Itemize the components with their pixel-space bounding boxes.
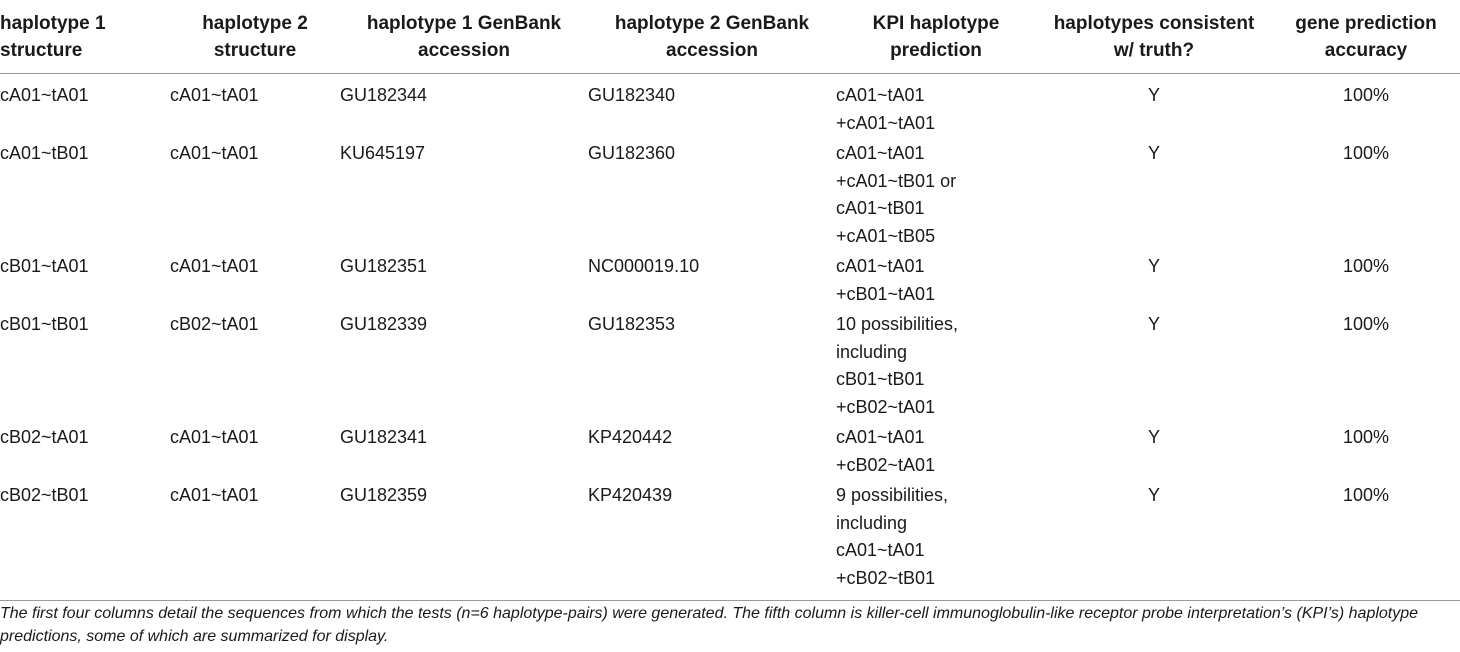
table-row xyxy=(0,74,1460,138)
prediction-line: +cA01~tB05 xyxy=(836,225,936,246)
cell-kpi-prediction xyxy=(836,250,1036,308)
header-line: haplotype 1 GenBank xyxy=(366,13,562,34)
prediction-line: +cB02~tB01 xyxy=(836,567,936,588)
cell-kpi-prediction xyxy=(836,479,1036,600)
header-line: gene prediction xyxy=(1295,13,1437,34)
header-line: KPI haplotype xyxy=(872,13,1000,34)
table-row xyxy=(0,479,1460,600)
prediction-line: +cB02~tA01 xyxy=(836,396,936,417)
cell-haplotype-1: cB01~tB01 xyxy=(0,314,89,334)
header-line: accuracy xyxy=(1324,40,1408,61)
header-line: accession xyxy=(666,40,758,61)
cell-accession-2: NC000019.10 xyxy=(588,256,700,276)
cell-haplotype-2: cA01~tA01 xyxy=(170,143,259,163)
cell-accession-1: GU182344 xyxy=(340,85,428,105)
prediction-line: 10 possibilities, xyxy=(836,314,959,334)
header-haplotype-1-structure xyxy=(0,0,170,74)
cell-accession-1: GU182351 xyxy=(340,256,428,276)
prediction-line: cA01~tA01 xyxy=(836,85,925,105)
prediction-line: cA01~tB01 xyxy=(836,198,925,218)
cell-haplotype-1: cB02~tA01 xyxy=(0,427,89,447)
cell-accuracy: 100% xyxy=(1342,485,1390,505)
cell-accession-1: GU182359 xyxy=(340,485,428,505)
cell-accession-2: KP420439 xyxy=(588,485,673,505)
header-line: structure xyxy=(213,40,297,61)
table-header xyxy=(0,0,1460,74)
cell-accuracy: 100% xyxy=(1342,427,1390,447)
header-line: prediction xyxy=(890,40,982,61)
prediction-line: +cA01~tA01 xyxy=(836,112,936,133)
cell-accuracy: 100% xyxy=(1342,256,1390,276)
cell-haplotype-2: cA01~tA01 xyxy=(170,427,259,447)
cell-haplotype-2: cA01~tA01 xyxy=(170,85,259,105)
cell-kpi-prediction xyxy=(836,74,1036,138)
prediction-line: cA01~tA01 xyxy=(836,256,925,276)
cell-kpi-prediction xyxy=(836,308,1036,421)
table-row xyxy=(0,421,1460,479)
cell-haplotype-2: cA01~tA01 xyxy=(170,256,259,276)
prediction-line: +cB01~tA01 xyxy=(836,283,936,304)
cell-accuracy: 100% xyxy=(1342,143,1390,163)
prediction-line: cA01~tA01 xyxy=(836,540,925,560)
cell-consistent: Y xyxy=(1147,256,1160,276)
cell-accession-1: KU645197 xyxy=(340,143,426,163)
header-consistent-with-truth xyxy=(1036,0,1272,74)
prediction-line: cA01~tA01 xyxy=(836,143,925,163)
prediction-line: including xyxy=(836,341,908,362)
table-footnote: The first four columns detail the sequences from which the tests (n=6 haplotype-pairs) were generated. The fifth column is killer-cell immunoglobulin-like receptor probe interpretation’s (KPI’s) haplotype predictions, some of which are summarized for display. xyxy=(0,605,1419,645)
table-row xyxy=(0,137,1460,250)
cell-accession-1: GU182341 xyxy=(340,427,428,447)
header-line: haplotype 2 GenBank xyxy=(614,13,810,34)
prediction-line: including xyxy=(836,512,908,533)
header-line: haplotypes consistent xyxy=(1053,13,1255,34)
cell-consistent: Y xyxy=(1147,427,1160,447)
cell-haplotype-2: cA01~tA01 xyxy=(170,485,259,505)
prediction-line: cB01~tB01 xyxy=(836,369,925,389)
header-haplotype-2-accession xyxy=(588,0,836,74)
table-body xyxy=(0,74,1460,601)
header-haplotype-2-structure xyxy=(170,0,340,74)
header-line: w/ truth? xyxy=(1113,40,1195,61)
cell-accession-2: GU182340 xyxy=(588,85,676,105)
cell-consistent: Y xyxy=(1147,485,1160,505)
cell-haplotype-1: cB02~tB01 xyxy=(0,485,89,505)
cell-accuracy: 100% xyxy=(1342,85,1390,105)
cell-consistent: Y xyxy=(1147,314,1160,334)
cell-accession-2: GU182360 xyxy=(588,143,676,163)
table-row xyxy=(0,250,1460,308)
cell-accession-1: GU182339 xyxy=(340,314,428,334)
header-row xyxy=(0,0,1460,74)
cell-haplotype-2: cB02~tA01 xyxy=(170,314,259,334)
prediction-line: 9 possibilities, xyxy=(836,485,949,505)
cell-accession-2: KP420442 xyxy=(588,427,673,447)
prediction-line: +cA01~tB01 or xyxy=(836,170,957,191)
cell-haplotype-1: cB01~tA01 xyxy=(0,256,89,276)
cell-haplotype-1: cA01~tB01 xyxy=(0,143,89,163)
cell-accuracy: 100% xyxy=(1342,314,1390,334)
cell-accession-2: GU182353 xyxy=(588,314,676,334)
header-line: haplotype 2 xyxy=(202,13,308,34)
prediction-line: +cB02~tA01 xyxy=(836,454,936,475)
cell-haplotype-1: cA01~tA01 xyxy=(0,85,89,105)
header-line: accession xyxy=(418,40,510,61)
cell-kpi-prediction xyxy=(836,137,1036,250)
header-haplotype-1-accession xyxy=(340,0,588,74)
cell-kpi-prediction xyxy=(836,421,1036,479)
header-gene-prediction-accuracy xyxy=(1272,0,1460,74)
header-line: haplotype 1 xyxy=(0,13,106,34)
prediction-line: cA01~tA01 xyxy=(836,427,925,447)
table-row xyxy=(0,308,1460,421)
table-bottom-rule xyxy=(0,600,1460,601)
header-kpi-prediction xyxy=(836,0,1036,74)
cell-consistent: Y xyxy=(1147,143,1160,163)
header-line: structure xyxy=(0,40,83,61)
cell-consistent: Y xyxy=(1147,85,1160,105)
